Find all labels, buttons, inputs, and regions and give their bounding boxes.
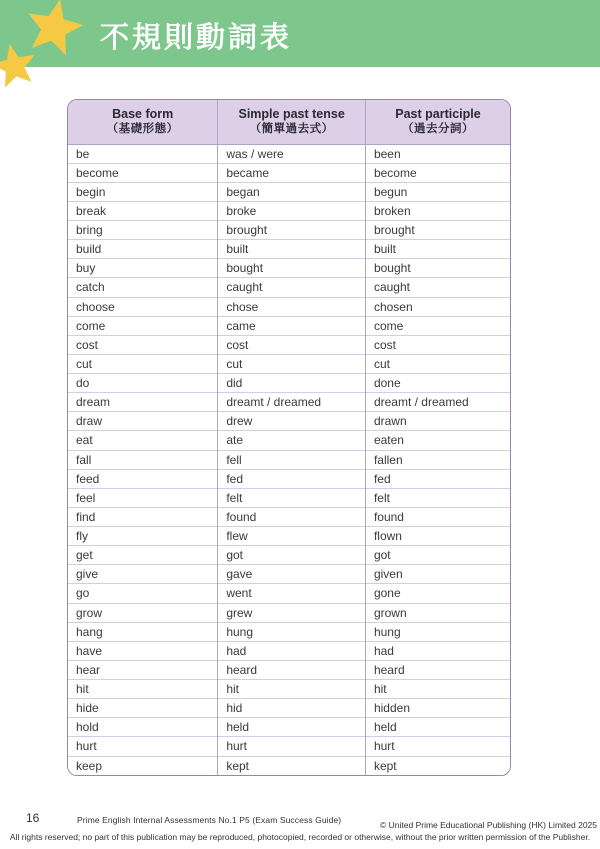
column-header-zh: （過去分詞） (401, 123, 474, 136)
verb-cell: hit (68, 680, 218, 699)
verb-cell: become (365, 163, 510, 182)
table-row (68, 527, 510, 546)
verb-cell: hung (218, 622, 366, 641)
verb-cell: held (218, 718, 366, 737)
verb-cell: hear (68, 660, 218, 679)
verb-cell: come (68, 316, 218, 335)
table-row (68, 584, 510, 603)
verb-cell: caught (365, 278, 510, 297)
verb-cell: break (68, 201, 218, 220)
verb-cell: draw (68, 412, 218, 431)
verb-cell: got (365, 546, 510, 565)
verb-cell: cost (218, 335, 366, 354)
table-row (68, 469, 510, 488)
verb-cell: went (218, 584, 366, 603)
verb-cell: grow (68, 603, 218, 622)
table-row (68, 699, 510, 718)
page-title: 不規則動詞表 (100, 22, 293, 54)
table-header-row (68, 100, 510, 144)
verb-cell: come (365, 316, 510, 335)
table-row (68, 680, 510, 699)
table-row (68, 297, 510, 316)
verb-cell: find (68, 507, 218, 526)
table-row (68, 546, 510, 565)
table-row (68, 450, 510, 469)
verb-table (67, 99, 511, 776)
column-header-zh: （簡單過去式） (249, 123, 334, 136)
verb-cell: feed (68, 469, 218, 488)
table-row (68, 335, 510, 354)
verb-cell: fall (68, 450, 218, 469)
verb-cell: keep (68, 756, 218, 775)
verb-cell: eaten (365, 431, 510, 450)
verb-cell: give (68, 565, 218, 584)
verb-cell: had (218, 641, 366, 660)
column-header-simple-past (218, 100, 366, 144)
verb-cell: hit (218, 680, 366, 699)
verb-cell: feel (68, 488, 218, 507)
verb-cell: hold (68, 718, 218, 737)
verb-cell: held (365, 718, 510, 737)
table-row (68, 163, 510, 182)
table-row (68, 182, 510, 201)
verb-cell: felt (365, 488, 510, 507)
verb-cell: fell (218, 450, 366, 469)
verb-cell: dreamt / dreamed (218, 393, 366, 412)
table-row (68, 240, 510, 259)
verb-cell: eat (68, 431, 218, 450)
column-header-base-form (68, 100, 218, 144)
column-header-en: Past participle (395, 106, 481, 121)
verb-cell: fallen (365, 450, 510, 469)
verb-cell: fed (365, 469, 510, 488)
verb-cell: gone (365, 584, 510, 603)
table-row (68, 737, 510, 756)
table-row (68, 488, 510, 507)
table-row (68, 756, 510, 775)
verb-cell: hidden (365, 699, 510, 718)
verb-cell: kept (218, 756, 366, 775)
verb-cell: chosen (365, 297, 510, 316)
verb-cell: got (218, 546, 366, 565)
table-row (68, 374, 510, 393)
verb-cell: broken (365, 201, 510, 220)
verb-cell: begin (68, 182, 218, 201)
verb-cell: have (68, 641, 218, 660)
verb-cell: built (218, 240, 366, 259)
verb-cell: hid (218, 699, 366, 718)
footer-series-text: Prime English Internal Assessments No.1 P5 (Exam Success Guide) (77, 815, 342, 825)
verb-cell: became (218, 163, 366, 182)
verb-cell: grown (365, 603, 510, 622)
verb-cell: dream (68, 393, 218, 412)
verb-cell: drawn (365, 412, 510, 431)
verb-cell: found (365, 507, 510, 526)
verb-cell: was / were (218, 144, 366, 163)
verb-cell: hang (68, 622, 218, 641)
verb-cell: dreamt / dreamed (365, 393, 510, 412)
verb-cell: hurt (68, 737, 218, 756)
verb-cell: chose (218, 297, 366, 316)
verb-cell: bought (365, 259, 510, 278)
verb-cell: felt (218, 488, 366, 507)
verb-cell: fly (68, 527, 218, 546)
verb-cell: found (218, 507, 366, 526)
verb-cell: go (68, 584, 218, 603)
table-row (68, 412, 510, 431)
table-row (68, 660, 510, 679)
verb-cell: caught (218, 278, 366, 297)
table-row (68, 565, 510, 584)
verb-cell: hung (365, 622, 510, 641)
verb-cell: get (68, 546, 218, 565)
verb-cell: given (365, 565, 510, 584)
verb-cell: choose (68, 297, 218, 316)
verb-cell: broke (218, 201, 366, 220)
verb-cell: hide (68, 699, 218, 718)
verb-cell: came (218, 316, 366, 335)
verb-cell: brought (218, 221, 366, 240)
verb-cell: been (365, 144, 510, 163)
column-header-en: Base form (112, 106, 174, 121)
verb-cell: cut (68, 354, 218, 373)
verb-cell: bought (218, 259, 366, 278)
verb-cell: gave (218, 565, 366, 584)
verb-cell: brought (365, 221, 510, 240)
verb-cell: cost (68, 335, 218, 354)
verb-cell: done (365, 374, 510, 393)
verb-cell: bring (68, 221, 218, 240)
verb-cell: hurt (365, 737, 510, 756)
verb-cell: ate (218, 431, 366, 450)
verb-cell: began (218, 182, 366, 201)
verb-cell: catch (68, 278, 218, 297)
table-row (68, 201, 510, 220)
table-row (68, 641, 510, 660)
verb-cell: buy (68, 259, 218, 278)
verb-cell: cut (365, 354, 510, 373)
verb-cell: heard (365, 660, 510, 679)
table-row (68, 278, 510, 297)
header-banner (0, 0, 600, 67)
verb-cell: kept (365, 756, 510, 775)
column-header-zh: （基礎形態） (106, 123, 179, 136)
verb-table-body (68, 144, 510, 775)
table-row (68, 259, 510, 278)
table-row (68, 603, 510, 622)
verb-cell: built (365, 240, 510, 259)
verb-cell: had (365, 641, 510, 660)
verb-cell: hit (365, 680, 510, 699)
verb-cell: flown (365, 527, 510, 546)
footer-rights-statement: All rights reserved; no part of this publication may be reproduced, photocopied, recorded or otherwise, without the prior written permission of the Publisher. (9, 832, 591, 842)
column-header-past-participle (365, 100, 510, 144)
table-row (68, 393, 510, 412)
page-number: 16 (26, 811, 40, 825)
verb-cell: cut (218, 354, 366, 373)
verb-cell: fed (218, 469, 366, 488)
verb-cell: drew (218, 412, 366, 431)
verb-cell: hurt (218, 737, 366, 756)
verb-cell: do (68, 374, 218, 393)
table-row (68, 431, 510, 450)
table-row (68, 316, 510, 335)
table-row (68, 354, 510, 373)
verb-cell: build (68, 240, 218, 259)
verb-cell: be (68, 144, 218, 163)
footer-copyright: © United Prime Educational Publishing (HK) Limited 2025 (380, 820, 597, 830)
table-row (68, 144, 510, 163)
table-row (68, 622, 510, 641)
verb-cell: cost (365, 335, 510, 354)
table-row (68, 507, 510, 526)
verb-cell: begun (365, 182, 510, 201)
verb-cell: flew (218, 527, 366, 546)
table-row (68, 221, 510, 240)
verb-cell: heard (218, 660, 366, 679)
table-row (68, 718, 510, 737)
verb-cell: become (68, 163, 218, 182)
verb-cell: grew (218, 603, 366, 622)
column-header-en: Simple past tense (238, 106, 345, 121)
verb-cell: did (218, 374, 366, 393)
